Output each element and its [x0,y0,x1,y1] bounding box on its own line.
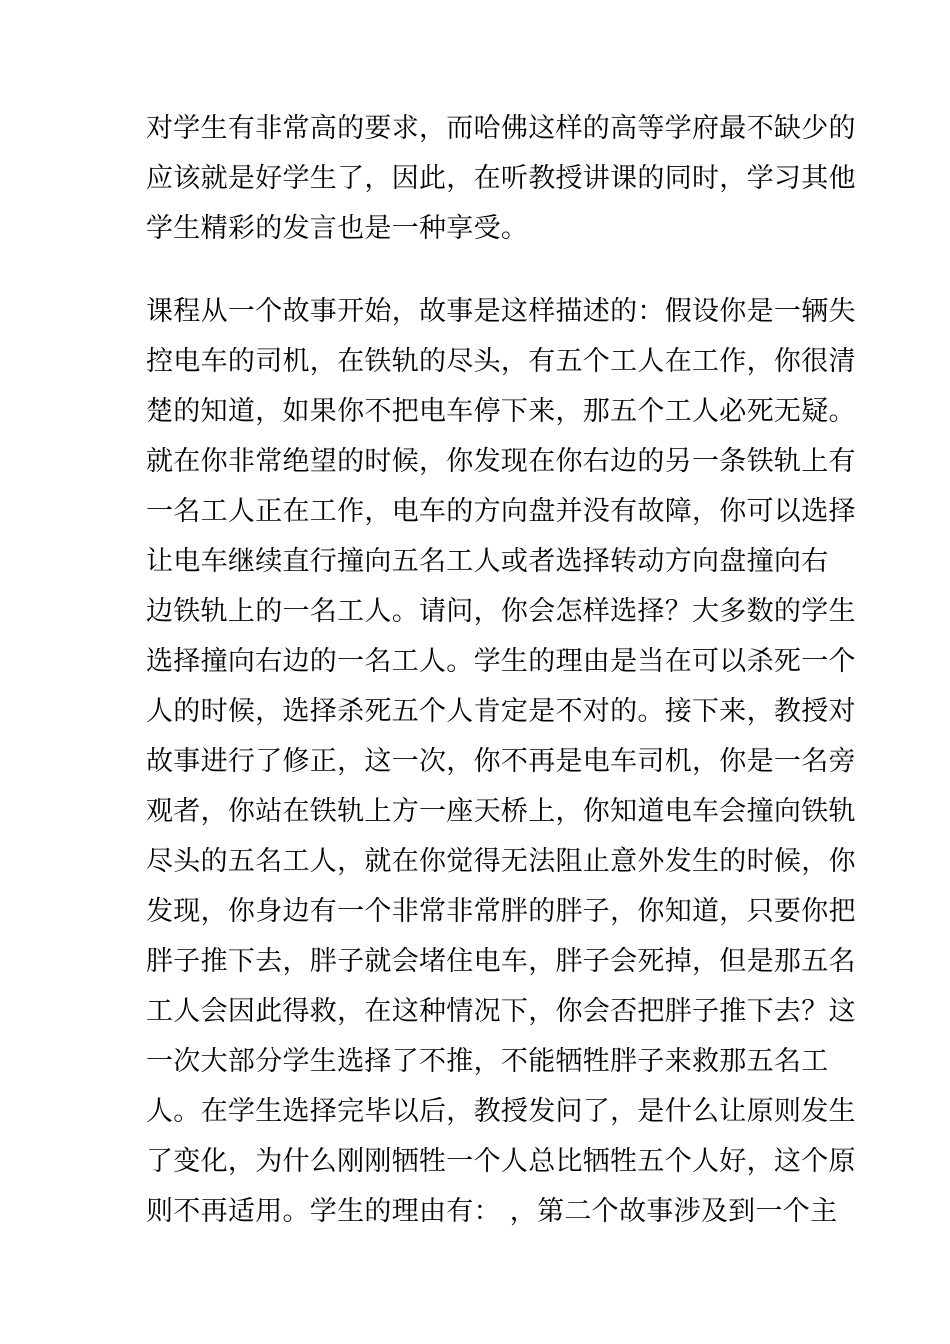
document-body [146,104,856,1237]
text-line: 发现，你身边有一个非常非常胖的胖子，你知道，只要你把 [146,896,856,927]
paragraph-1 [146,104,856,254]
text-line: 边铁轨上的一名工人。请问，你会怎样选择？大多数的学生 [146,596,856,627]
text-line: 胖子推下去，胖子就会堵住电车，胖子会死掉，但是那五名 [146,946,856,977]
text-line: 人的时候，选择杀死五个人肯定是不对的。接下来，教授对 [146,696,856,727]
text-line: 人。在学生选择完毕以后，教授发问了，是什么让原则发生 [146,1096,856,1127]
text-line: 故事进行了修正，这一次，你不再是电车司机，你是一名旁 [146,746,856,777]
text-line: 了变化，为什么刚刚牺牲一个人总比牺牲五个人好，这个原 [146,1146,856,1177]
text-line: 应该就是好学生了，因此，在听教授讲课的同时，学习其他 [146,163,856,194]
text-line: 让电车继续直行撞向五名工人或者选择转动方向盘撞向右 [146,546,829,577]
text-line: 一名工人正在工作，电车的方向盘并没有故障，你可以选择 [146,496,856,527]
text-line: 学生精彩的发言也是一种享受。 [146,213,529,244]
text-line: 控电车的司机，在铁轨的尽头，有五个工人在工作，你很清 [146,346,856,377]
text-line: 选择撞向右边的一名工人。学生的理由是当在可以杀死一个 [146,646,856,677]
text-line: 楚的知道，如果你不把电车停下来，那五个工人必死无疑。 [146,396,856,427]
text-line: 尽头的五名工人，就在你觉得无法阻止意外发生的时候，你 [146,846,856,877]
text-line: 对学生有非常高的要求，而哈佛这样的高等学府最不缺少的 [146,113,856,144]
paragraph-spacer [146,254,816,287]
paragraph-2 [146,287,856,1237]
text-line: 就在你非常绝望的时候，你发现在你右边的另一条铁轨上有 [146,446,856,477]
text-line: 观者，你站在铁轨上方一座天桥上，你知道电车会撞向铁轨 [146,796,856,827]
text-line: 工人会因此得救，在这种情况下，你会否把胖子推下去？这 [146,996,856,1027]
text-line: 课程从一个故事开始，故事是这样描述的：假设你是一辆失 [146,296,856,327]
text-line: 一次大部分学生选择了不推，不能牺牲胖子来救那五名工 [146,1046,829,1077]
text-line: 则不再适用。学生的理由有： ，第二个故事涉及到一个主 [146,1196,838,1227]
